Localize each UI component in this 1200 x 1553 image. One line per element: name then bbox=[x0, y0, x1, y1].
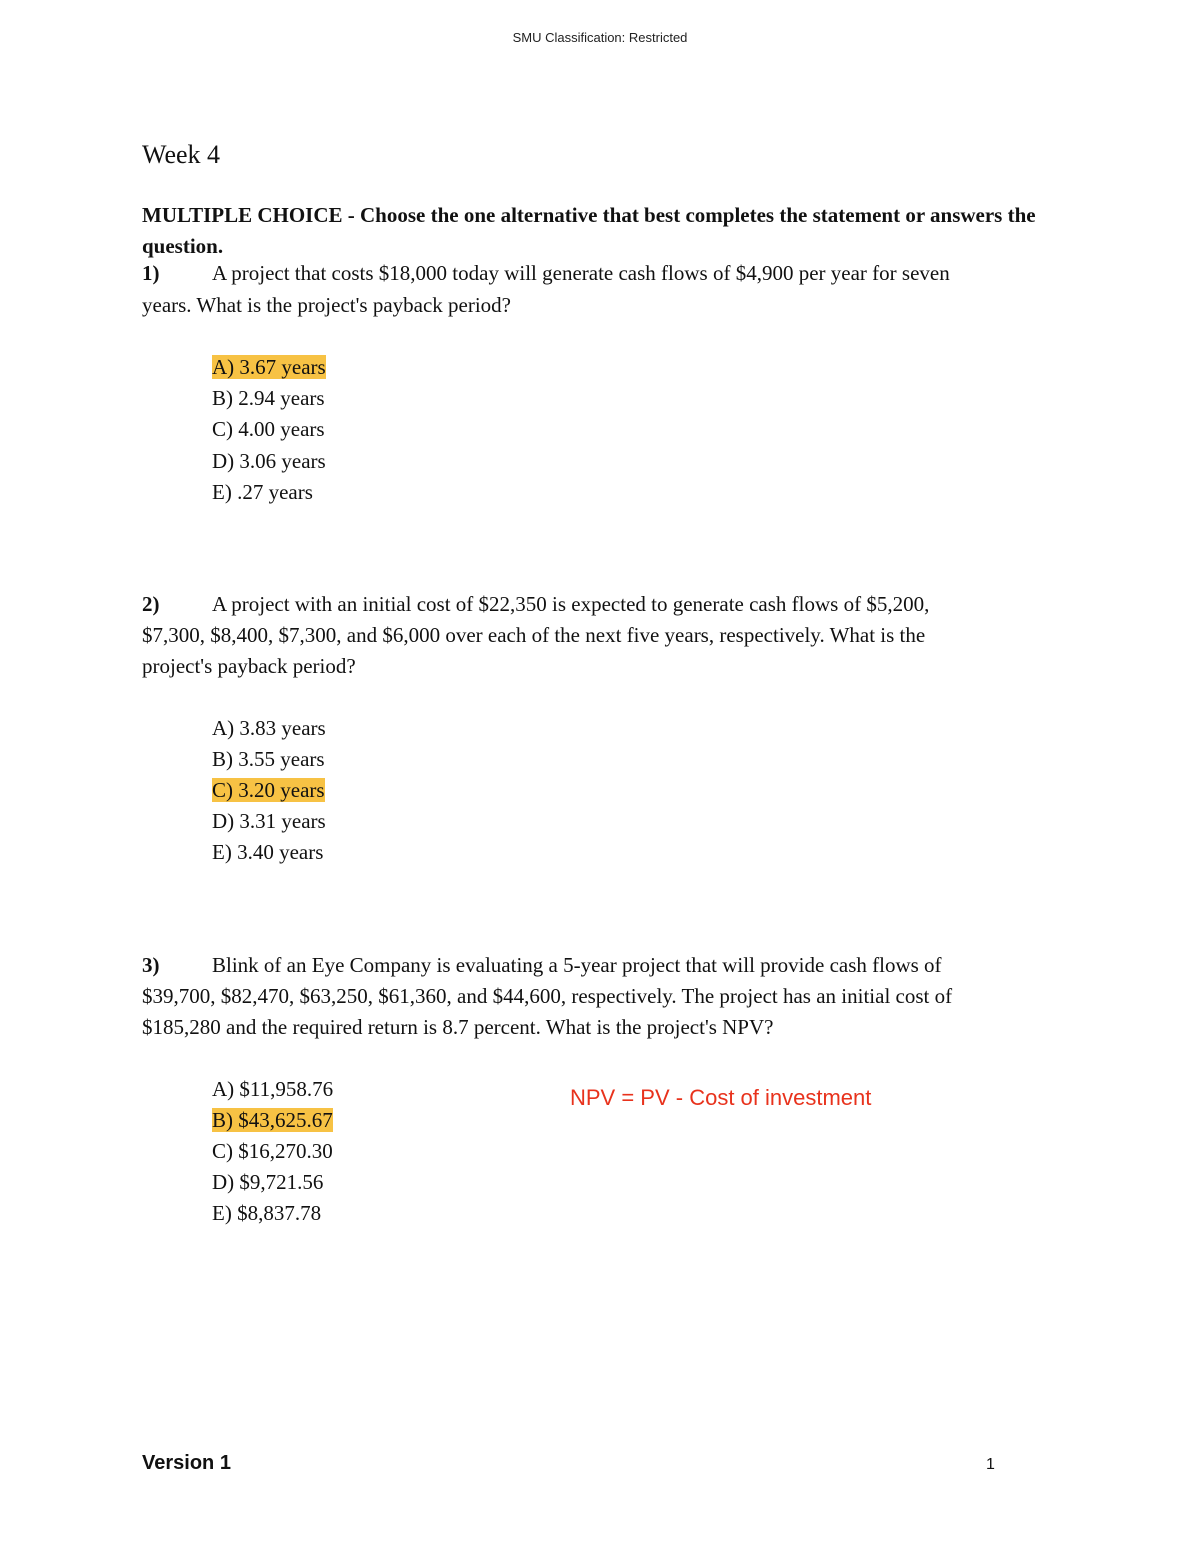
classification-header: SMU Classification: Restricted bbox=[512, 30, 688, 45]
footer-version: Version 1 bbox=[142, 1452, 231, 1474]
question-2-option-c-label: C) 3.20 years bbox=[212, 778, 325, 802]
page-title: Week 4 bbox=[142, 140, 221, 169]
question-1-option-a-label: A) 3.67 years bbox=[212, 355, 326, 379]
question-3-line-2: $39,700, $82,470, $63,250, $61,360, and $44,600, respectively. The project has an initial cost of bbox=[142, 984, 953, 1008]
question-3-option-d[interactable]: D) $9,721.56 bbox=[212, 1170, 324, 1194]
question-2-option-c[interactable] bbox=[212, 775, 325, 806]
question-1-option-e[interactable]: E) .27 years bbox=[212, 480, 313, 504]
question-3-option-e[interactable]: E) $8,837.78 bbox=[212, 1201, 322, 1225]
question-1-line-1 bbox=[142, 258, 950, 289]
question-2-option-d[interactable]: D) 3.31 years bbox=[212, 809, 326, 833]
question-2-line-3: project's payback period? bbox=[142, 654, 356, 678]
question-1-option-d[interactable]: D) 3.06 years bbox=[212, 449, 326, 473]
question-3-line-3: $185,280 and the required return is 8.7 percent. What is the project's NPV? bbox=[142, 1015, 774, 1039]
question-2-option-a[interactable]: A) 3.83 years bbox=[212, 716, 326, 740]
npv-annotation: NPV = PV - Cost of investment bbox=[570, 1085, 872, 1110]
question-3-option-b[interactable] bbox=[212, 1105, 333, 1136]
footer-page-number: 1 bbox=[986, 1456, 995, 1473]
question-2-line-1 bbox=[142, 589, 929, 620]
question-3-option-a[interactable]: A) $11,958.76 bbox=[212, 1077, 334, 1101]
instructions-text: Choose the one alternative that best completes the statement or answers the question. bbox=[142, 203, 1036, 258]
question-3-line-1 bbox=[142, 950, 942, 981]
question-1-line-2: years. What is the project's payback period? bbox=[142, 293, 512, 317]
question-2-number: 2) bbox=[142, 592, 160, 616]
question-1-option-b[interactable]: B) 2.94 years bbox=[212, 386, 325, 410]
question-1-option-c[interactable]: C) 4.00 years bbox=[212, 417, 325, 441]
question-1-option-a[interactable] bbox=[212, 352, 326, 383]
question-1-number: 1) bbox=[142, 261, 160, 285]
instructions bbox=[142, 200, 1062, 262]
instructions-lead: MULTIPLE CHOICE - bbox=[142, 203, 361, 227]
question-3-option-b-label: B) $43,625.67 bbox=[212, 1108, 333, 1132]
question-3-text-1: Blink of an Eye Company is evaluating a 5-year project that will provide cash flows of bbox=[212, 953, 942, 977]
question-1-text-1: A project that costs $18,000 today will generate cash flows of $4,900 per year for seven bbox=[212, 261, 950, 285]
question-2-text-1: A project with an initial cost of $22,350 is expected to generate cash flows of $5,200, bbox=[212, 592, 930, 616]
question-3-option-c[interactable]: C) $16,270.30 bbox=[212, 1139, 333, 1163]
question-3-number: 3) bbox=[142, 953, 160, 977]
question-2-line-2: $7,300, $8,400, $7,300, and $6,000 over each of the next five years, respectively. What is the bbox=[142, 623, 926, 647]
question-2-option-b[interactable]: B) 3.55 years bbox=[212, 747, 325, 771]
question-2-option-e[interactable]: E) 3.40 years bbox=[212, 840, 324, 864]
